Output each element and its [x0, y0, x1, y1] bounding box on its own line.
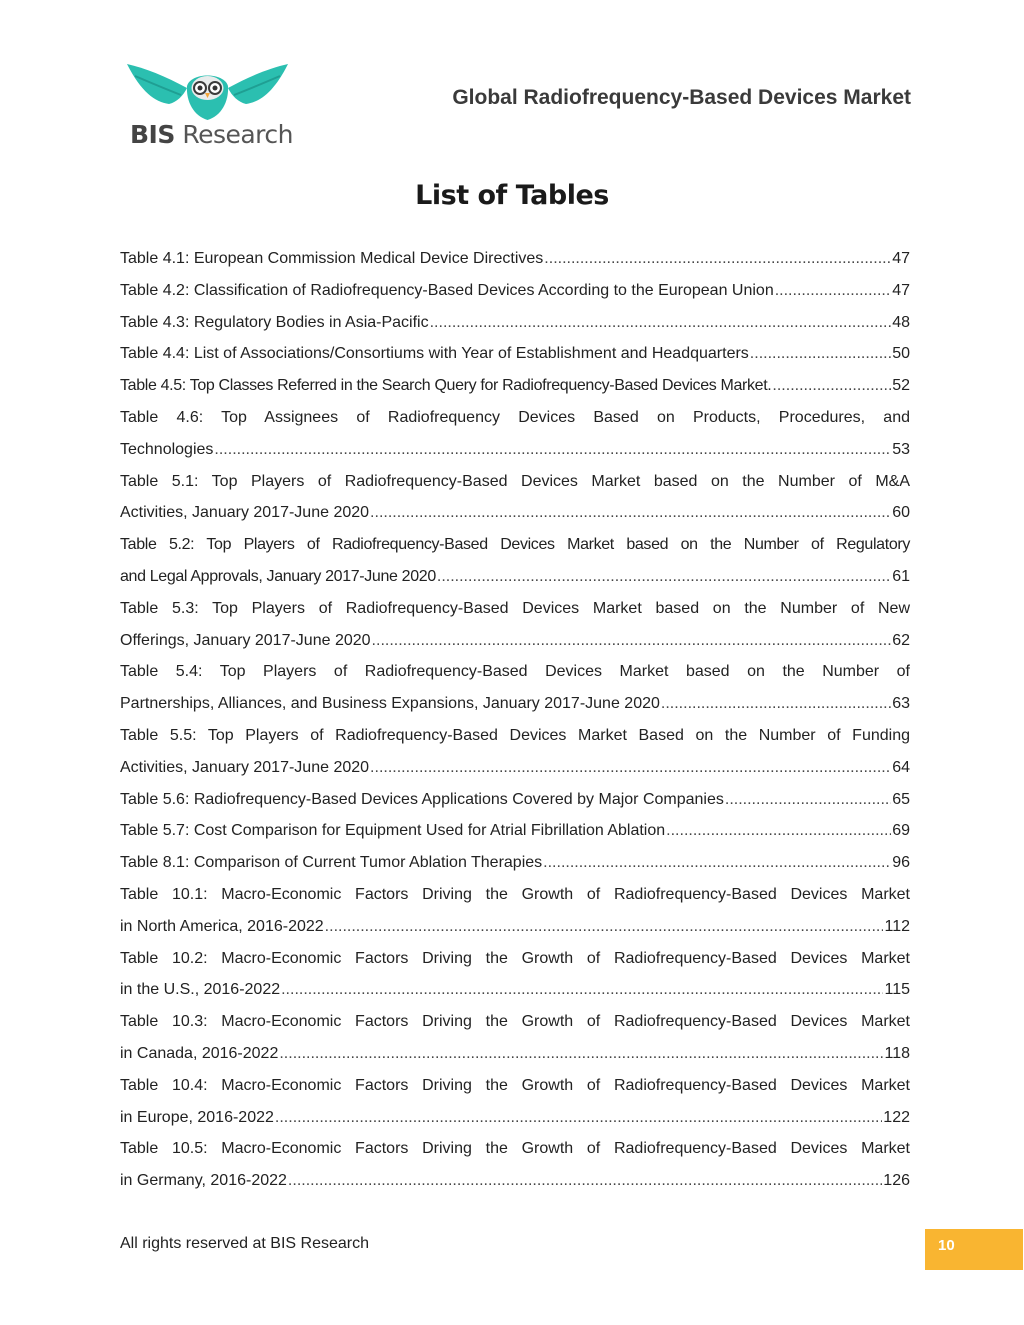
entry-title: Table 8.1: Comparison of Current Tumor Ablation Therapies [120, 854, 543, 872]
toc-line [120, 688, 910, 720]
toc-entry[interactable] [120, 529, 910, 593]
entry-title-line2: and Legal Approvals, January 2017-June 2020 [120, 567, 436, 585]
entry-page: 53 [892, 440, 910, 458]
dot-leader [370, 497, 891, 529]
entry-title-line1: Table 10.1: Macro-Economic Factors Driving the Growth of Radiofrequency-Based Devices Market [120, 885, 910, 903]
toc-entry[interactable] [120, 1006, 910, 1070]
toc-line [120, 307, 910, 339]
entry-title: Table 4.4: List of Associations/Consortiums with Year of Establishment and Headquarters [120, 345, 749, 363]
entry-page: 62 [892, 631, 910, 649]
entry-page: 47 [892, 250, 910, 267]
entry-title-line2: in Canada, 2016-2022 [120, 1044, 279, 1062]
entry-title-line2: in the U.S., 2016-2022 [120, 981, 281, 999]
entry-title: Table 4.3: Regulatory Bodies in Asia-Pacific [120, 313, 429, 331]
dot-leader [543, 847, 891, 879]
entry-title-line2: Activities, January 2017-June 2020 [120, 758, 370, 776]
entry-title-line2: Activities, January 2017-June 2020 [120, 504, 370, 522]
entry-title-line1: Table 5.5: Top Players of Radiofrequency-Based Devices Market Based on the Number of Funding [120, 726, 910, 744]
toc-line [120, 370, 910, 402]
report-title: Global Radiofrequency-Based Devices Market [452, 86, 911, 109]
dot-leader [279, 1038, 883, 1070]
toc-entry[interactable] [120, 593, 910, 657]
entry-page: 61 [892, 567, 910, 585]
dot-leader [725, 784, 891, 816]
entry-title-line2: in Europe, 2016-2022 [120, 1108, 274, 1126]
toc-line [120, 752, 910, 784]
entry-title-line1: Table 4.6: Top Assignees of Radiofrequency Devices Based on Products, Procedures, and [120, 408, 910, 426]
entry-title-line1: Table 5.2: Top Players of Radiofrequency-Based Devices Market based on the Number of Regulatory [120, 536, 910, 554]
toc-line [120, 847, 910, 879]
toc-entry[interactable] [120, 307, 910, 339]
entry-page: 118 [884, 1044, 910, 1062]
toc-line [120, 911, 910, 943]
toc-entry[interactable] [120, 275, 910, 307]
copyright-notice: All rights reserved at BIS Research [120, 1235, 369, 1252]
dot-leader [288, 1165, 882, 1197]
entry-title: Table 4.2: Classification of Radiofrequency-Based Devices According to the European Union [120, 281, 774, 299]
entry-page: 63 [892, 695, 910, 713]
toc-entry[interactable] [120, 943, 910, 1007]
dot-leader [325, 911, 884, 943]
list-of-tables [120, 243, 910, 1197]
entry-page: 96 [892, 854, 910, 872]
dot-leader [372, 625, 892, 657]
entry-page: 47 [892, 281, 910, 299]
toc-entry[interactable] [120, 815, 910, 847]
entry-page: 65 [892, 790, 910, 808]
dot-leader [214, 434, 891, 466]
toc-line [120, 815, 910, 847]
entry-title-line2: in North America, 2016-2022 [120, 917, 324, 935]
entry-title-line1: Table 10.2: Macro-Economic Factors Driving the Growth of Radiofrequency-Based Devices Market [120, 949, 910, 967]
toc-line [120, 434, 910, 466]
dot-leader [430, 307, 892, 339]
toc-entry[interactable] [120, 370, 910, 402]
toc-line [120, 243, 910, 275]
toc-entry[interactable] [120, 720, 910, 784]
entry-title-line2: Offerings, January 2017-June 2020 [120, 631, 371, 649]
toc-entry[interactable] [120, 338, 910, 370]
toc-line [120, 974, 910, 1006]
dot-leader [370, 752, 891, 784]
toc-line [120, 338, 910, 370]
brand-name [130, 120, 293, 149]
entry-title-line1: Table 10.4: Macro-Economic Factors Driving the Growth of Radiofrequency-Based Devices Market [120, 1076, 910, 1094]
entry-title: Table 5.7: Cost Comparison for Equipment Used for Atrial Fibrillation Ablation [120, 822, 666, 840]
entry-title-line1: Table 5.1: Top Players of Radiofrequency-Based Devices Market based on the Number of M&A [120, 472, 910, 490]
toc-entry[interactable] [120, 656, 910, 720]
dot-leader [661, 688, 891, 720]
dot-leader [772, 370, 891, 402]
dot-leader [544, 243, 891, 275]
toc-entry[interactable] [120, 847, 910, 879]
entry-title-line1: Table 5.3: Top Players of Radiofrequency-Based Devices Market based on the Number of New [120, 599, 910, 617]
entry-page: 115 [884, 981, 910, 999]
brand-name-bold: BIS [130, 120, 175, 149]
page-number-badge: 10 [925, 1229, 1023, 1270]
toc-line [120, 1102, 910, 1134]
entry-title: Table 4.5: Top Classes Referred in the Search Query for Radiofrequency-Based Devices Market. [120, 377, 772, 395]
entry-page: 50 [892, 345, 910, 363]
toc-entry[interactable] [120, 402, 910, 466]
entry-page: 112 [884, 917, 910, 935]
toc-entry[interactable] [120, 784, 910, 816]
entry-title-line2: Partnerships, Alliances, and Business Expansions, January 2017-June 2020 [120, 695, 660, 713]
entry-page: 122 [883, 1108, 910, 1126]
entry-page: 52 [892, 377, 910, 395]
entry-title-line1: Table 10.5: Macro-Economic Factors Driving the Growth of Radiofrequency-Based Devices Market [120, 1140, 910, 1158]
toc-line [120, 1038, 910, 1070]
toc-line [120, 561, 910, 593]
dot-leader [775, 275, 891, 307]
entry-title: Table 4.1: European Commission Medical Device Directives [120, 250, 544, 267]
entry-page: 64 [892, 758, 910, 776]
dot-leader [281, 974, 883, 1006]
dot-leader [437, 561, 891, 593]
toc-line [120, 1165, 910, 1197]
toc-entry[interactable] [120, 879, 910, 943]
page-title: List of Tables [415, 180, 609, 211]
toc-line [120, 497, 910, 529]
entry-title-line2: in Germany, 2016-2022 [120, 1172, 287, 1190]
toc-line [120, 625, 910, 657]
entry-title: Table 5.6: Radiofrequency-Based Devices Applications Covered by Major Companies [120, 790, 724, 808]
entry-title-line2: Technologies [120, 440, 214, 458]
entry-page: 69 [892, 822, 910, 840]
entry-page: 126 [883, 1172, 910, 1190]
toc-line [120, 275, 910, 307]
toc-entry[interactable] [120, 1133, 910, 1197]
entry-page: 60 [892, 504, 910, 522]
toc-entry[interactable] [120, 466, 910, 530]
toc-line [120, 784, 910, 816]
dot-leader [666, 815, 891, 847]
dot-leader [275, 1102, 882, 1134]
dot-leader [750, 338, 891, 370]
entry-title-line1: Table 5.4: Top Players of Radiofrequency-Based Devices Market based on the Number of [120, 663, 910, 681]
brand-name-rest: Research [174, 120, 293, 149]
toc-entry[interactable] [120, 243, 910, 275]
entry-page: 48 [892, 313, 910, 331]
entry-title-line1: Table 10.3: Macro-Economic Factors Driving the Growth of Radiofrequency-Based Devices Market [120, 1013, 910, 1031]
toc-entry[interactable] [120, 1070, 910, 1134]
